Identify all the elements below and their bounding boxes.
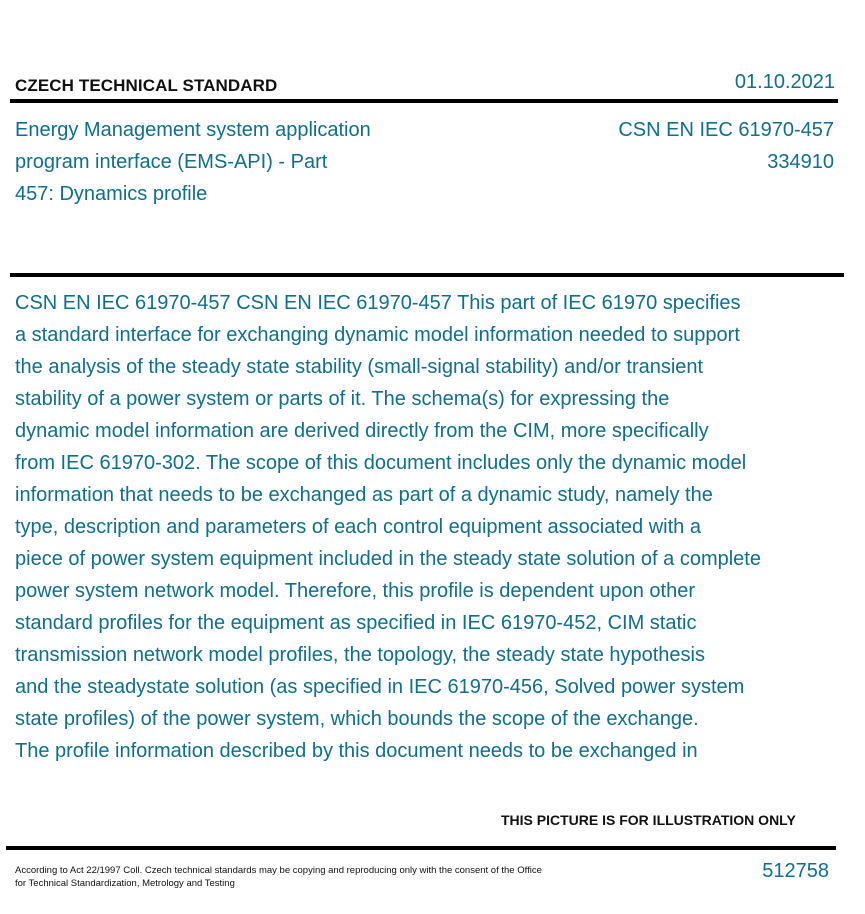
standard-code: CSN EN IEC 61970-457 bbox=[618, 119, 834, 141]
legal-notice: According to Act 22/1997 Coll. Czech technical standards may be copying and reproducing only with the consent of the Office for Technical Standardization, Metrology and Testing bbox=[15, 865, 542, 889]
standard-abstract: CSN EN IEC 61970-457 CSN EN IEC 61970-457 This part of IEC 61970 specifies a standard interface for exchanging dynamic model information needed to support the analysis of the steady state stability (small-signal stability) and/or transient stability of a power system or parts of it. The schema(s) for expressing the dynamic model information are derived directly from the CIM, more specifically from IEC 61970-302. The scope of this document includes only the dynamic model information that needs to be exchanged as part of a dynamic study, namely the type, description and parameters of each control equipment associated with a piece of power system equipment included in the steady state solution of a complete power system network model. Therefore, this profile is dependent upon other standard profiles for the equipment as specified in IEC 61970-452, CIM static transmission network model profiles, the topology, the steady state hypothesis and the steadystate solution (as specified in IEC 61970-456, Solved power system state profiles) of the power system, which bounds the scope of the exchange. The profile information described by this document needs to be exchanged in bbox=[15, 292, 761, 762]
footer-divider bbox=[6, 846, 836, 850]
title-divider bbox=[10, 273, 844, 277]
standard-type-heading: CZECH TECHNICAL STANDARD bbox=[15, 76, 278, 95]
header-divider bbox=[10, 99, 838, 103]
illustration-notice: THIS PICTURE IS FOR ILLUSTRATION ONLY bbox=[501, 812, 796, 828]
document-number: 512758 bbox=[762, 860, 829, 882]
standard-code-block bbox=[618, 114, 834, 178]
publication-date: 01.10.2021 bbox=[734, 71, 835, 93]
classification-number: 334910 bbox=[767, 151, 834, 173]
standard-title: Energy Management system application program interface (EMS-API) - Part 457: Dynamics profile bbox=[15, 119, 371, 205]
